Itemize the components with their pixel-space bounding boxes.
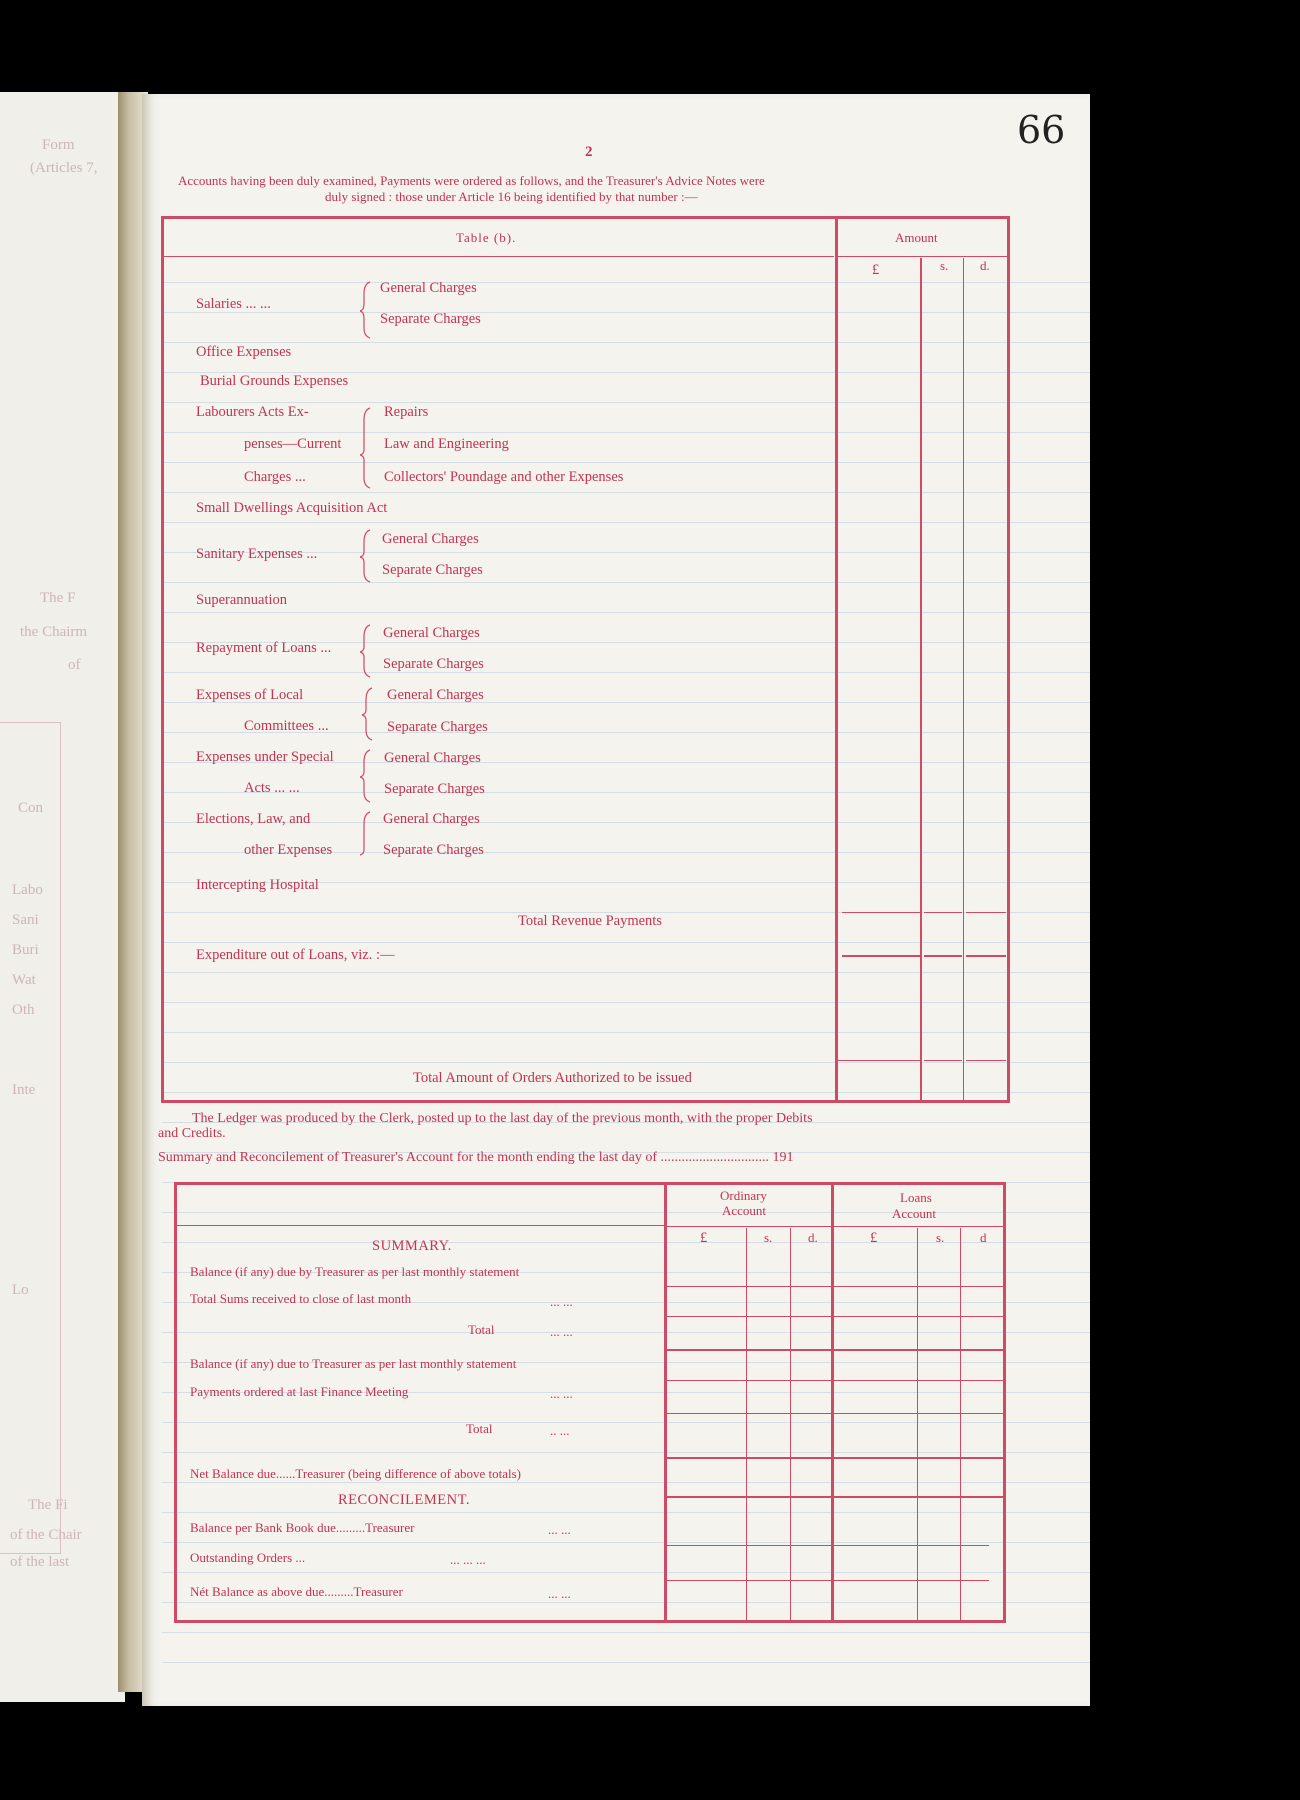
summary-title: SUMMARY. [372,1238,452,1254]
row-salaries: Salaries ... ... [196,296,271,312]
row-elections-1: Elections, Law, and [196,811,311,827]
row-special-2: Acts ... ... [244,780,300,796]
row-outstanding-dots: ... ... ... [450,1552,486,1567]
ghost-text: Form [42,137,75,153]
row-repayment-separate: Separate Charges [383,656,484,672]
row-salaries-general: General Charges [380,280,477,296]
summary-heading-text: Summary and Reconcilement of Treasurer's Account for the month ending the last day of [158,1150,658,1165]
row-net-above-dots: ... ... [548,1586,571,1601]
row-elections-separate: Separate Charges [383,842,484,858]
row-collectors: Collectors' Poundage and other Expenses [384,469,624,485]
row-law-engineering: Law and Engineering [384,436,509,452]
ghost-text: of the Chair [10,1527,82,1543]
summary-heading-year: 191 [772,1150,794,1165]
ghost-text: Labo [12,882,43,898]
row-superannuation: Superannuation [196,592,288,608]
row-elections-general: General Charges [383,811,480,827]
row-bank-book: Balance per Bank Book due.........Treasurer [190,1520,415,1535]
ghost-text: (Articles 7, [30,160,98,176]
table-b-title: Table (b). [456,230,517,245]
row-outstanding: Outstanding Orders ... [190,1550,306,1565]
row-sanitary-general: General Charges [382,531,479,547]
ghost-text: Con [18,800,44,816]
col-pounds: £ [872,262,880,278]
ordinary-col-shillings: s. [764,1230,773,1245]
row-labourers-1: Labourers Acts Ex- [196,404,309,420]
row-total-1-dots: ... ... [550,1324,573,1339]
row-total-orders: Total Amount of Orders Authorized to be issued [413,1070,692,1086]
loans-header-1: Loans [900,1190,932,1205]
ghost-text: The Fi [28,1497,68,1513]
col-pence: d. [980,258,990,273]
row-net-above: Nét Balance as above due.........Treasurer [190,1584,403,1599]
row-total-sums: Total Sums received to close of last month [190,1291,412,1306]
row-elections-2: other Expenses [244,842,333,858]
row-sanitary: Sanitary Expenses ... [196,546,318,562]
ghost-text: Lo [12,1282,29,1298]
ordinary-header-1: Ordinary [720,1188,767,1203]
loans-col-shillings: s. [936,1230,945,1245]
ordinary-header-2: Account [722,1203,767,1218]
row-labourers-2: penses—Current [244,436,342,452]
ordinary-col-pounds: £ [700,1230,708,1246]
row-repayment-general: General Charges [383,625,480,641]
row-local-2: Committees ... [244,718,329,734]
ghost-text: The F [40,590,76,606]
row-total-revenue: Total Revenue Payments [518,913,662,929]
brace-lines [360,280,380,880]
row-labourers-3: Charges ... [244,469,306,485]
row-sanitary-separate: Separate Charges [382,562,483,578]
loans-col-pounds: £ [870,1230,878,1246]
ordinary-col-pence: d. [808,1230,818,1245]
row-net-balance: Net Balance due......Treasurer (being difference of above totals) [190,1466,522,1481]
intro-line-1: Accounts having been duly examined, Payments were ordered as follows, and the Treasurer's Advice Notes were [178,173,765,188]
reconcilement-title: RECONCILEMENT. [338,1492,470,1508]
ghost-text: of the last [10,1554,70,1570]
row-balance-by: Balance (if any) due by Treasurer as per last monthly statement [190,1264,520,1279]
ledger-line-1: The Ledger was produced by the Clerk, posted up to the last day of the previous month, with the proper Debits [192,1111,813,1126]
row-burial: Burial Grounds Expenses [200,373,349,389]
ghost-box [0,722,61,1554]
row-balance-to: Balance (if any) due to Treasurer as per last monthly statement [190,1356,517,1371]
loans-header-2: Account [892,1206,937,1221]
row-payments: Payments ordered at last Finance Meeting [190,1384,409,1399]
row-total-1: Total [468,1322,495,1337]
ghost-text: Buri [12,942,39,958]
row-local-1: Expenses of Local [196,687,304,703]
row-special-1: Expenses under Special [196,749,334,765]
row-total-2: Total [466,1421,493,1436]
ledger-page [142,94,1090,1706]
row-office: Office Expenses [196,344,292,360]
ghost-text: Inte [12,1082,36,1098]
row-bank-book-dots: ... ... [548,1522,571,1537]
row-special-separate: Separate Charges [384,781,485,797]
ghost-text: Sani [12,912,39,928]
row-local-separate: Separate Charges [387,719,488,735]
row-repayment: Repayment of Loans ... [196,640,332,656]
sheet-number: 2 [585,144,593,160]
loans-col-pence: d [980,1230,987,1245]
ghost-text: Wat [12,972,36,988]
row-local-general: General Charges [387,687,484,703]
row-small-dwellings: Small Dwellings Acquisition Act [196,500,388,516]
ghost-text: the Chairm [20,624,88,640]
ledger-line-2: and Credits. [158,1126,226,1141]
ghost-text: Oth [12,1002,35,1018]
row-repairs: Repairs [384,404,429,420]
row-payments-dots: ... ... [550,1386,573,1401]
summary-heading-dots: ............................... [660,1150,770,1165]
row-loans-expenditure: Expenditure out of Loans, viz. :— [196,947,395,963]
intro-line-2: duly signed : those under Article 16 being identified by that number :— [325,189,698,204]
ghost-text: of [68,657,81,673]
left-page [0,92,125,1702]
amount-header: Amount [895,230,938,245]
row-total-sums-dots: ... ... [550,1294,573,1309]
col-shillings: s. [940,258,949,273]
page-number: 66 [1017,108,1066,152]
row-salaries-separate: Separate Charges [380,311,481,327]
row-special-general: General Charges [384,750,481,766]
row-intercepting: Intercepting Hospital [196,877,319,893]
summary-heading [158,1150,794,1166]
row-total-2-dots: .. ... [550,1423,570,1438]
